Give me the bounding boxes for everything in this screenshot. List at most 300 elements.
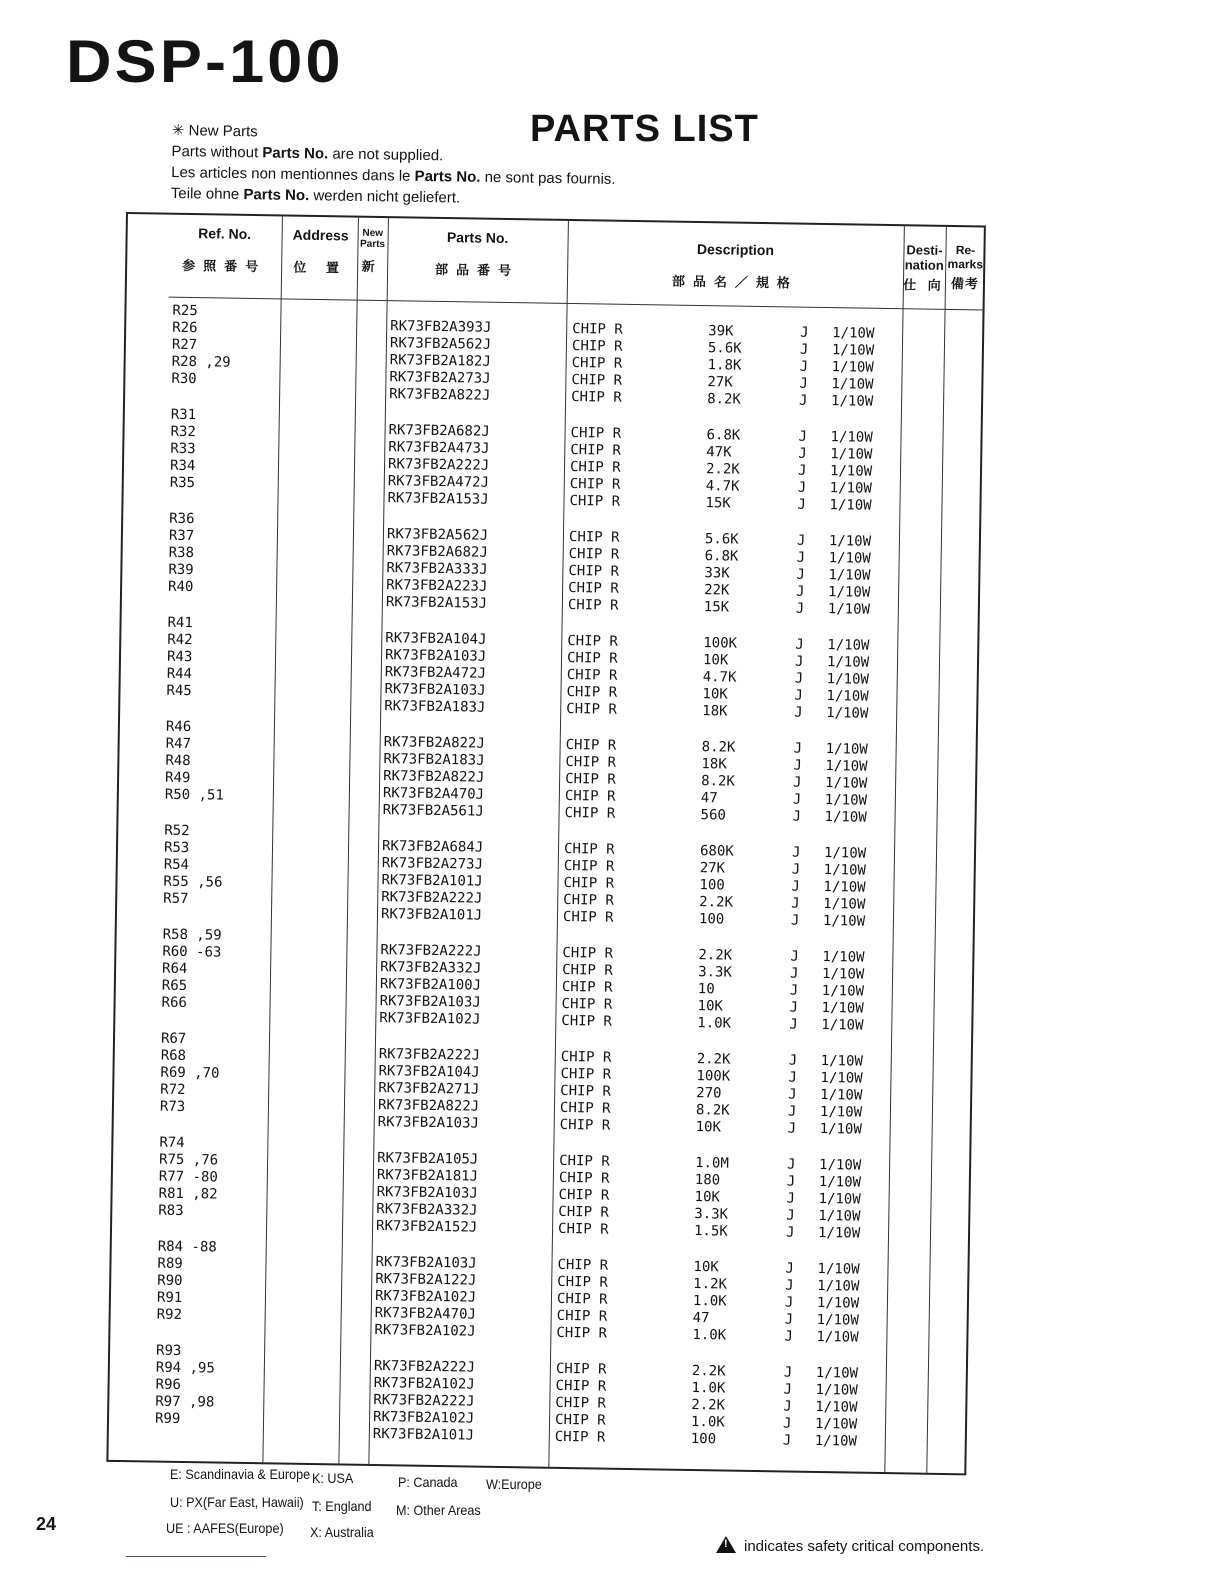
cell-tol: J <box>797 479 807 496</box>
cell-ref: R84 -88 <box>157 1238 217 1256</box>
cell-tol: J <box>799 341 809 358</box>
cell-val: 18K <box>701 756 727 773</box>
cell-desc: CHIP R <box>555 1377 607 1395</box>
cell-watt: 1/10W <box>826 654 870 671</box>
cell-val: 47 <box>700 790 718 807</box>
cell-val: 6.8K <box>704 548 739 565</box>
cell-watt: 1/10W <box>824 809 867 826</box>
cell-ref: R72 <box>160 1081 186 1099</box>
cell-part: RK73FB2A152J <box>375 1218 478 1236</box>
legend-u: U: PX(Far East, Hawaii) <box>170 1494 304 1510</box>
cell-val: 270 <box>696 1085 722 1102</box>
cell-tol: J <box>799 358 809 375</box>
cell-ref: R58 ,59 <box>162 926 222 944</box>
cell-tol: J <box>783 1364 793 1381</box>
cell-val: 4.7K <box>702 669 737 686</box>
cell-desc: CHIP R <box>560 1065 612 1083</box>
cell-part: RK73FB2A105J <box>377 1150 479 1168</box>
parts-table <box>106 212 986 1495</box>
cell-val: 1.2K <box>693 1276 728 1293</box>
cell-val: 15K <box>705 495 731 512</box>
cell-watt: 1/10W <box>814 1432 858 1450</box>
cell-val: 560 <box>700 807 727 824</box>
cell-watt: 1/10W <box>815 1398 858 1416</box>
cell-part: RK73FB2A153J <box>387 490 489 508</box>
cell-desc: CHIP R <box>565 736 617 754</box>
cell-desc: CHIP R <box>568 528 620 546</box>
cell-ref: R92 <box>156 1306 183 1324</box>
cell-tol: J <box>792 791 802 808</box>
cell-val: 2.2K <box>698 947 733 964</box>
cell-tol: J <box>783 1398 792 1415</box>
cell-val: 100 <box>699 877 725 894</box>
cell-watt: 1/10W <box>824 792 868 809</box>
cell-tol: J <box>784 1328 793 1345</box>
cell-ref: R77 -80 <box>158 1168 218 1186</box>
cell-val: 2.2K <box>699 894 734 911</box>
cell-val: 1.0K <box>692 1293 727 1310</box>
legend-e: E: Scandinavia & Europe <box>170 1466 311 1482</box>
cell-part: RK73FB2A102J <box>372 1409 475 1427</box>
cell-val: 10 <box>697 981 715 998</box>
cell-part: RK73FB2A470J <box>374 1305 477 1323</box>
cell-val: 1.0K <box>692 1327 727 1344</box>
cell-val: 10K <box>694 1189 721 1206</box>
cell-desc: CHIP R <box>563 891 614 909</box>
cell-part: RK73FB2A153J <box>385 594 488 612</box>
cell-tol: J <box>800 324 809 341</box>
description-header: Description 部品名／規格 <box>671 240 799 291</box>
cell-watt: 1/10W <box>819 1104 863 1121</box>
cell-ref: R74 <box>159 1134 185 1152</box>
cell-watt: 1/10W <box>825 758 868 775</box>
cell-desc: CHIP R <box>560 1082 611 1100</box>
cell-val: 1.8K <box>707 357 742 374</box>
cell-part: RK73FB2A101J <box>380 906 483 924</box>
cell-tol: J <box>787 1103 797 1120</box>
cell-watt: 1/10W <box>828 550 871 567</box>
cell-ref: R91 <box>156 1289 183 1307</box>
cell-watt: 1/10W <box>821 1000 864 1017</box>
cell-desc: CHIP R <box>571 389 622 406</box>
cell-tol: J <box>795 583 805 600</box>
cell-ref: R99 <box>154 1410 181 1428</box>
cell-part: RK73FB2A103J <box>379 993 481 1011</box>
cell-watt: 1/10W <box>828 567 871 584</box>
cell-ref: R35 <box>169 474 196 492</box>
cell-watt: 1/10W <box>814 1415 858 1433</box>
cell-desc: CHIP R <box>556 1290 608 1308</box>
cell-val: 100K <box>703 635 738 652</box>
cell-tol: J <box>796 566 805 583</box>
model-name: DSP-100 <box>66 28 344 95</box>
cell-val: 180 <box>694 1172 721 1189</box>
cell-desc: CHIP R <box>555 1394 607 1412</box>
cell-val: 100 <box>698 911 725 928</box>
cell-part: RK73FB2A103J <box>377 1114 480 1132</box>
cell-tol: J <box>793 757 802 774</box>
cell-part: RK73FB2A273J <box>381 855 484 873</box>
legend-t: T: England <box>312 1498 372 1514</box>
cell-watt: 1/10W <box>831 359 874 376</box>
cell-ref: R28 ,29 <box>171 353 231 371</box>
cell-desc: CHIP R <box>565 770 616 788</box>
note-english: Parts without Parts No. are not supplied. <box>171 142 444 165</box>
cell-val: 10K <box>702 686 728 703</box>
cell-watt: 1/10W <box>823 862 867 879</box>
cell-ref: R49 <box>164 769 191 787</box>
cell-desc: CHIP R <box>571 338 623 355</box>
cell-val: 100K <box>696 1068 731 1085</box>
cell-ref: R66 <box>161 994 188 1012</box>
cell-ref: R96 <box>155 1376 182 1394</box>
cell-watt: 1/10W <box>821 1017 864 1034</box>
cell-ref: R83 <box>158 1202 184 1220</box>
address-header: Address 位 置 <box>292 226 349 276</box>
cell-part: RK73FB2A102J <box>379 1010 481 1028</box>
cell-part: RK73FB2A822J <box>383 734 485 752</box>
cell-watt: 1/10W <box>823 845 867 862</box>
cell-tol: J <box>792 774 802 791</box>
cell-watt: 1/10W <box>830 393 874 410</box>
cell-desc: CHIP R <box>570 425 622 442</box>
cell-watt: 1/10W <box>818 1207 861 1225</box>
cell-val: 10K <box>695 1119 722 1136</box>
cell-tol: J <box>797 496 807 513</box>
cell-val: 47 <box>692 1310 710 1327</box>
cell-part: RK73FB2A332J <box>376 1201 478 1219</box>
cell-ref: R37 <box>168 527 195 545</box>
cell-val: 39K <box>708 323 734 340</box>
cell-part: RK73FB2A101J <box>381 872 483 890</box>
cell-desc: CHIP R <box>555 1360 607 1378</box>
cell-val: 27K <box>699 860 726 877</box>
cell-tol: J <box>791 895 800 912</box>
legend-p: P: Canada <box>398 1474 458 1490</box>
cell-part: RK73FB2A333J <box>386 560 488 578</box>
cell-tol: J <box>795 636 804 653</box>
cell-part: RK73FB2A103J <box>384 647 487 665</box>
cell-watt: 1/10W <box>831 376 874 393</box>
cell-tol: J <box>797 462 807 479</box>
cell-tol: J <box>784 1311 794 1328</box>
cell-ref: R75 ,76 <box>158 1151 219 1169</box>
cell-ref: R97 ,98 <box>155 1393 215 1411</box>
cell-val: 5.6K <box>707 340 742 357</box>
cell-ref: R67 <box>160 1030 187 1048</box>
cell-watt: 1/10W <box>819 1121 862 1138</box>
cell-desc: CHIP R <box>559 1152 610 1170</box>
cell-desc: CHIP R <box>566 649 618 667</box>
cell-part: RK73FB2A104J <box>378 1063 480 1081</box>
cell-ref: R42 <box>167 631 193 649</box>
cell-tol: J <box>794 704 803 721</box>
cell-desc: CHIP R <box>569 459 621 476</box>
cell-tol: J <box>792 808 802 825</box>
cell-tol: J <box>785 1224 795 1241</box>
cell-part: RK73FB2A102J <box>374 1322 476 1340</box>
cell-desc: CHIP R <box>560 1048 612 1066</box>
safety-note: !indicates safety critical components. <box>716 1536 984 1555</box>
cell-part: RK73FB2A470J <box>382 785 485 803</box>
cell-tol: J <box>796 532 806 549</box>
cell-ref: R31 <box>170 406 197 424</box>
cell-part: RK73FB2A222J <box>381 889 483 907</box>
cell-watt: 1/10W <box>825 741 868 758</box>
cell-tol: J <box>782 1415 792 1432</box>
cell-desc: CHIP R <box>556 1307 608 1325</box>
cell-watt: 1/10W <box>827 601 871 618</box>
cell-tol: J <box>783 1381 793 1398</box>
cell-tol: J <box>791 878 801 895</box>
cell-desc: CHIP R <box>558 1203 610 1221</box>
cell-ref: R26 <box>172 319 198 337</box>
cell-watt: 1/10W <box>831 342 875 359</box>
cell-desc: CHIP R <box>565 753 617 771</box>
cell-part: RK73FB2A472J <box>384 664 487 682</box>
cell-val: 8.2K <box>701 739 736 756</box>
cell-part: RK73FB2A104J <box>385 630 487 648</box>
cell-ref: R54 <box>163 856 190 874</box>
cell-ref: R33 <box>170 440 196 458</box>
cell-part: RK73FB2A561J <box>382 802 484 820</box>
cell-val: 1.5K <box>693 1223 728 1240</box>
cell-part: RK73FB2A102J <box>374 1288 477 1306</box>
cell-watt: 1/10W <box>815 1381 858 1399</box>
cell-ref: R25 <box>172 302 198 320</box>
cell-ref: R89 <box>157 1255 183 1273</box>
cell-ref: R34 <box>169 457 196 475</box>
warning-triangle-icon <box>716 1536 736 1553</box>
cell-watt: 1/10W <box>830 429 873 446</box>
cell-tol: J <box>794 687 804 704</box>
cell-watt: 1/10W <box>830 446 873 463</box>
cell-desc: CHIP R <box>561 978 613 996</box>
cell-desc: CHIP R <box>569 493 621 510</box>
cell-part: RK73FB2A562J <box>389 335 492 353</box>
cell-ref: R44 <box>166 665 193 683</box>
cell-part: RK73FB2A822J <box>383 768 485 786</box>
cell-ref: R73 <box>159 1098 186 1116</box>
cell-val: 8.2K <box>695 1102 730 1119</box>
cell-ref: R27 <box>171 336 198 354</box>
cell-part: RK73FB2A183J <box>384 698 486 716</box>
cell-watt: 1/10W <box>822 949 865 966</box>
cell-watt: 1/10W <box>828 533 872 550</box>
cell-ref: R48 <box>165 752 191 770</box>
cell-tol: J <box>799 375 808 392</box>
cell-val: 10K <box>697 998 724 1015</box>
footer-rule <box>126 1556 266 1557</box>
cell-tol: J <box>786 1207 795 1224</box>
cell-val: 5.6K <box>704 531 739 548</box>
page-title: PARTS LIST <box>530 108 759 150</box>
cell-desc: CHIP R <box>566 683 618 701</box>
cell-desc: CHIP R <box>557 1220 609 1238</box>
cell-watt: 1/10W <box>829 497 872 514</box>
cell-ref: R41 <box>167 614 193 632</box>
cell-watt: 1/10W <box>820 1087 863 1104</box>
cell-ref: R64 <box>161 960 188 978</box>
cell-watt: 1/10W <box>826 688 869 705</box>
cell-tol: J <box>785 1277 794 1294</box>
cell-part: RK73FB2A181J <box>376 1167 479 1185</box>
cell-val: 2.2K <box>691 1397 726 1414</box>
cell-ref: R36 <box>169 510 195 528</box>
cell-tol: J <box>786 1156 796 1173</box>
new-parts-header: New Parts 新 <box>359 227 386 275</box>
cell-val: 10K <box>693 1259 719 1276</box>
cell-watt: 1/10W <box>826 671 870 688</box>
cell-tol: J <box>788 1052 798 1069</box>
cell-watt: 1/10W <box>816 1311 859 1329</box>
cell-tol: J <box>796 549 806 566</box>
cell-val: 47K <box>706 444 732 461</box>
cell-part: RK73FB2A103J <box>375 1254 477 1272</box>
cell-part: RK73FB2A273J <box>389 369 491 387</box>
cell-ref: R55 ,56 <box>163 873 223 891</box>
cell-val: 22K <box>704 582 730 599</box>
cell-part: RK73FB2A222J <box>373 1392 475 1410</box>
cell-watt: 1/10W <box>816 1294 860 1312</box>
cell-tol: J <box>786 1173 796 1190</box>
cell-val: 1.0K <box>697 1015 732 1032</box>
cell-desc: CHIP R <box>556 1324 608 1342</box>
cell-watt: 1/10W <box>818 1174 862 1191</box>
cell-tol: J <box>798 428 808 445</box>
cell-watt: 1/10W <box>818 1191 861 1208</box>
cell-ref: R94 ,95 <box>155 1359 215 1377</box>
cell-val: 27K <box>707 374 733 391</box>
cell-ref: R57 <box>163 890 189 908</box>
cell-desc: CHIP R <box>559 1099 611 1117</box>
cell-desc: CHIP R <box>554 1428 606 1446</box>
cell-watt: 1/10W <box>826 705 869 722</box>
cell-tol: J <box>791 844 801 861</box>
cell-tol: J <box>788 1086 797 1103</box>
cell-val: 3.3K <box>698 964 732 981</box>
cell-watt: 1/10W <box>829 463 873 480</box>
cell-tol: J <box>794 670 804 687</box>
cell-desc: CHIP R <box>571 355 623 372</box>
cell-part: RK73FB2A822J <box>389 386 491 404</box>
cell-ref: R60 -63 <box>162 943 222 961</box>
cell-watt: 1/10W <box>821 966 865 983</box>
cell-desc: CHIP R <box>563 874 615 892</box>
cell-val: 33K <box>704 565 730 582</box>
cell-part: RK73FB2A473J <box>388 439 490 457</box>
cell-watt: 1/10W <box>824 775 868 792</box>
cell-watt: 1/10W <box>823 879 866 896</box>
notes <box>171 120 617 211</box>
cell-desc: CHIP R <box>568 579 619 597</box>
ref-no-header: Ref. No. 参照番号 <box>182 225 267 275</box>
cell-desc: CHIP R <box>558 1169 610 1187</box>
cell-val: 3.3K <box>694 1206 729 1223</box>
cell-watt: 1/10W <box>827 584 871 601</box>
cell-part: RK73FB2A682J <box>386 543 488 561</box>
cell-tol: J <box>789 965 799 982</box>
cell-desc: CHIP R <box>566 666 618 684</box>
cell-tol: J <box>790 948 799 965</box>
cell-part: RK73FB2A393J <box>390 318 492 336</box>
cell-val: 8.2K <box>707 391 741 408</box>
cell-val: 6.8K <box>706 427 741 444</box>
new-parts-note: ✳ New Parts <box>171 121 258 141</box>
cell-val: 15K <box>703 599 730 616</box>
cell-part: RK73FB2A103J <box>376 1184 478 1202</box>
cell-tol: J <box>793 740 803 757</box>
cell-part: RK73FB2A222J <box>378 1046 481 1064</box>
cell-tol: J <box>782 1432 792 1449</box>
cell-watt: 1/10W <box>817 1224 861 1242</box>
cell-val: 10K <box>702 652 729 669</box>
cell-part: RK73FB2A562J <box>386 526 489 544</box>
cell-ref: R45 <box>166 682 192 700</box>
cell-val: 2.2K <box>705 461 740 478</box>
legend-w: W:Europe <box>486 1476 542 1492</box>
cell-val: 4.7K <box>705 478 740 495</box>
cell-tol: J <box>798 392 808 409</box>
cell-ref: R53 <box>163 839 190 857</box>
cell-desc: CHIP R <box>561 1012 613 1030</box>
cell-desc: CHIP R <box>567 632 619 650</box>
cell-tol: J <box>791 861 801 878</box>
remarks-header: Re- marks 備考 <box>947 243 984 292</box>
cell-part: RK73FB2A100J <box>379 976 482 994</box>
cell-tol: J <box>784 1294 794 1311</box>
cell-watt: 1/10W <box>822 913 866 930</box>
cell-desc: CHIP R <box>570 442 622 459</box>
cell-watt: 1/10W <box>820 1053 864 1070</box>
cell-part: RK73FB2A101J <box>372 1426 475 1444</box>
cell-part: RK73FB2A183J <box>383 751 485 769</box>
page-number: 24 <box>36 1514 57 1534</box>
cell-desc: CHIP R <box>564 804 616 822</box>
cell-val: 100 <box>690 1431 717 1448</box>
cell-ref: R40 <box>167 578 194 596</box>
cell-ref: R39 <box>168 561 194 579</box>
cell-desc: CHIP R <box>559 1116 611 1134</box>
cell-watt: 1/10W <box>817 1260 860 1278</box>
cell-ref: R38 <box>168 544 195 562</box>
cell-watt: 1/10W <box>823 896 866 913</box>
cell-val: 1.0K <box>690 1414 725 1431</box>
cell-part: RK73FB2A103J <box>384 681 486 699</box>
cell-ref: R50 ,51 <box>164 786 224 804</box>
cell-tol: J <box>785 1260 795 1277</box>
cell-part: RK73FB2A222J <box>387 456 490 474</box>
cell-desc: CHIP R <box>563 857 615 875</box>
cell-desc: CHIP R <box>562 961 613 979</box>
cell-watt: 1/10W <box>829 480 873 497</box>
legend-m: M: Other Areas <box>396 1502 481 1518</box>
cell-tol: J <box>789 999 799 1016</box>
cell-watt: 1/10W <box>820 1070 863 1087</box>
legend-k: K: USA <box>312 1470 354 1486</box>
cell-desc: CHIP R <box>571 372 623 389</box>
cell-val: 2.2K <box>696 1051 731 1068</box>
cell-desc: CHIP R <box>569 476 621 493</box>
legend-ue: UE : AAFES(Europe) <box>166 1520 284 1536</box>
cell-part: RK73FB2A182J <box>389 352 491 370</box>
cell-watt: 1/10W <box>832 325 875 342</box>
cell-ref: R93 <box>155 1342 182 1360</box>
cell-ref: R47 <box>165 735 192 753</box>
cell-val: 2.2K <box>691 1363 726 1380</box>
cell-watt: 1/10W <box>821 983 865 1000</box>
cell-part: RK73FB2A122J <box>375 1271 477 1289</box>
